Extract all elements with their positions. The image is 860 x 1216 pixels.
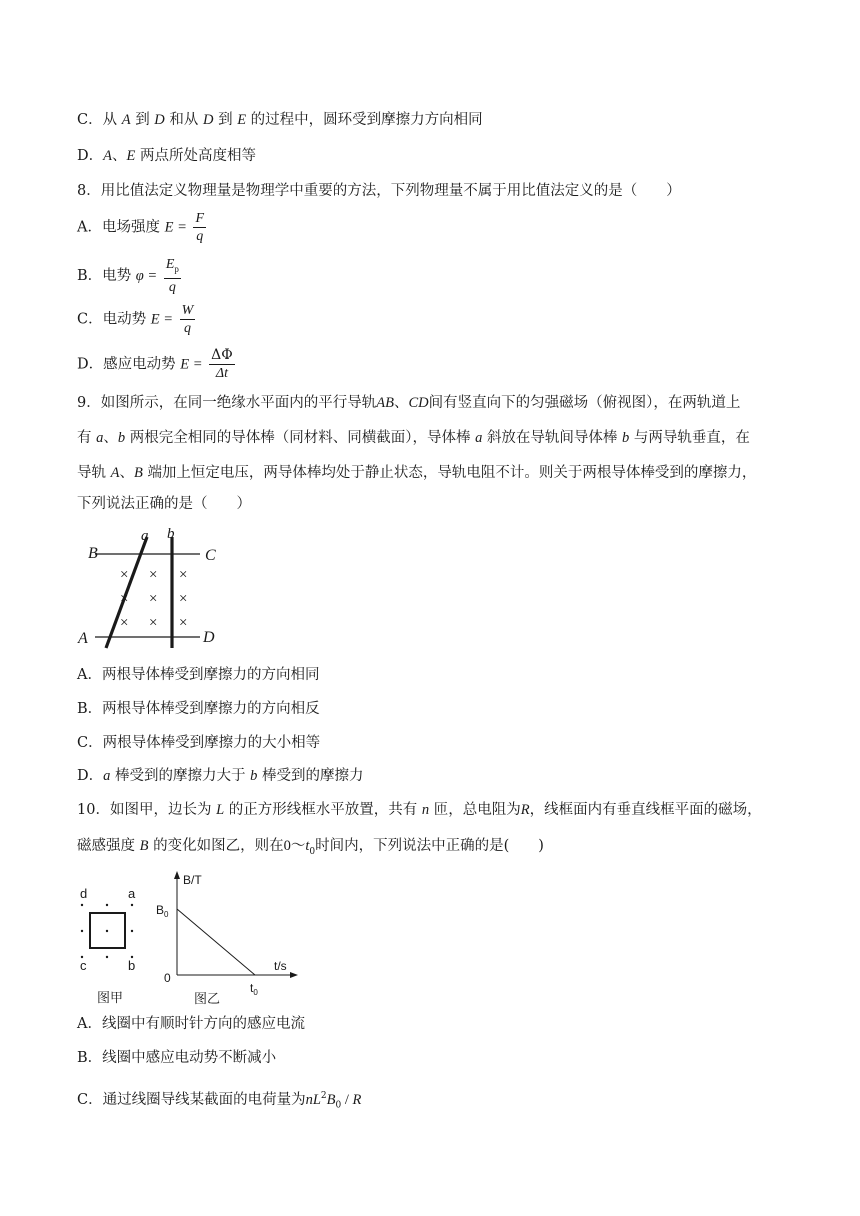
q7-option-c: C．从 A 到 D 和从 D 到 E 的过程中，圆环受到摩擦力方向相同	[77, 112, 483, 128]
q10-figure-jia	[75, 880, 155, 1010]
svg-text:×: ×	[120, 615, 129, 631]
q9-stem-line-3: 导轨 A、B 端加上恒定电压，两导体棒均处于静止状态，导轨电阻不计。则关于两根导体棒受到的摩擦力，	[77, 465, 757, 481]
q10-stem-line-2: 磁感强度 B 的变化如图乙，则在$0\sim t_0$时间内，下列说法中正确的是( )	[77, 838, 544, 857]
q9-option-c: C．两根导体棒受到摩擦力的大小相等	[77, 735, 321, 751]
q7-option-d: D．A、E 两点所处高度相等	[77, 148, 256, 164]
magnetic-field-crosses	[120, 567, 187, 631]
svg-text:×: ×	[179, 567, 188, 583]
q10-figure-yi	[153, 868, 303, 1008]
svg-text:×: ×	[120, 567, 129, 583]
q9-option-d: D．a 棒受到的摩擦力大于 b 棒受到的摩擦力	[77, 768, 364, 784]
svg-text:×: ×	[149, 567, 158, 583]
q8-stem: 8．用比值法定义物理量是物理学中重要的方法，下列物理量不属于用比值法定义的是（ ）	[77, 183, 681, 199]
q9-stem-line-2: 有 a、b 两根完全相同的导体棒（同材料、同横截面），导体棒 a 斜放在导轨间导体棒 b 与两导轨垂直，在	[77, 430, 750, 446]
fraction: $\frac{E_p}{q}$	[165, 257, 179, 295]
q9-option-a: A．两根导体棒受到摩擦力的方向相同	[77, 667, 320, 683]
svg-text:×: ×	[120, 591, 129, 607]
q8-option-a: A．电场强度 E = $\frac{F}{q}$	[77, 211, 205, 244]
label-a: a	[141, 528, 149, 544]
fraction: $\frac{W}{q}$	[181, 303, 194, 336]
y-arrow	[174, 871, 180, 879]
q9-stem-line-4: 下列说法正确的是（ ）	[77, 496, 251, 512]
caption-jia: 图甲	[97, 990, 124, 1005]
label-B: B	[88, 545, 98, 562]
y-axis-label: B/T	[183, 873, 202, 887]
x-axis-label: t/s	[274, 959, 287, 973]
q10-stem-line-1: 10．如图甲，边长为 L 的正方形线框水平放置，共有 n 匝，总电阻为R，线框面内有垂直线框平面的磁场，	[77, 802, 762, 818]
x-arrow	[290, 972, 298, 978]
fraction: $\frac{F}{q}$	[195, 211, 205, 244]
q9-option-b: B．两根导体棒受到摩擦力的方向相反	[77, 701, 320, 717]
svg-text:×: ×	[179, 615, 188, 631]
caption-yi: 图乙	[194, 991, 221, 1006]
corner-b: b	[128, 958, 136, 973]
fraction: $\frac{\Delta\Phi}{\Delta t}$	[211, 347, 233, 381]
label-b: b	[167, 526, 175, 542]
y-b0-label: $B_0$	[156, 903, 169, 919]
corner-d: d	[80, 886, 88, 901]
svg-text:×: ×	[149, 615, 158, 631]
q9-stem-line-1: 9．如图所示，在同一绝缘水平面内的平行导轨AB、CD间有竖直向下的匀强磁场（俯视图），在两轨道上	[77, 395, 741, 411]
b-line	[177, 909, 255, 975]
q10-option-a: A．线圈中有顺时针方向的感应电流	[77, 1016, 305, 1032]
label-C: C	[205, 547, 216, 564]
q10-option-b: B．线圈中感应电动势不断减小	[77, 1050, 277, 1066]
q8-option-b: B．电势 φ = $\frac{E_p}{q}$	[77, 257, 179, 295]
label-A: A	[78, 630, 88, 647]
label-D: D	[203, 629, 215, 646]
corner-a: a	[128, 886, 136, 901]
svg-text:×: ×	[149, 591, 158, 607]
x-t0-label: $t_0$	[250, 981, 258, 997]
q8-option-d: D．感应电动势 E = $\frac{\Delta\Phi}{\Delta t}$	[77, 347, 233, 381]
svg-text:×: ×	[179, 591, 188, 607]
corner-c: c	[80, 958, 87, 973]
q9-rail-figure	[75, 522, 235, 652]
origin-label: 0	[164, 971, 171, 985]
q10-option-c: C．通过线圈导线某截面的电荷量为$nL^2B_0$ / R	[77, 1091, 362, 1111]
q8-option-c: C．电动势 E = $\frac{W}{q}$	[77, 303, 194, 336]
